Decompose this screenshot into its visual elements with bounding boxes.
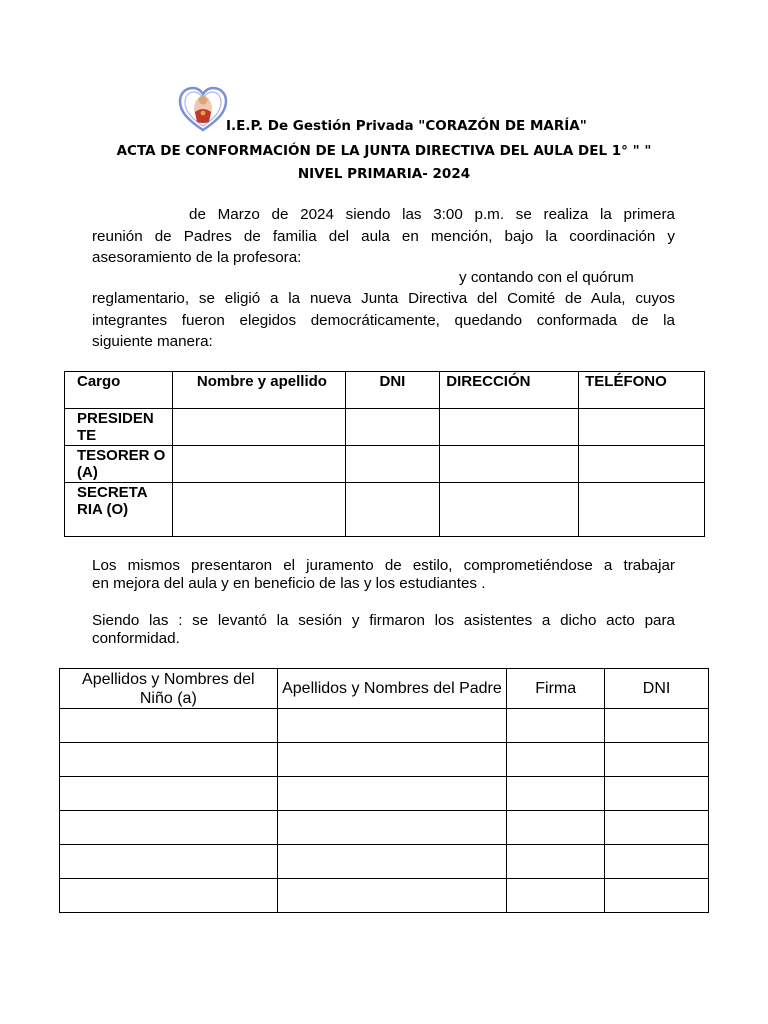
- closing-line: Siendo las : se levantó la sesión y firmaron los asistentes a dicho acto para: [92, 612, 675, 629]
- cell[interactable]: [440, 409, 579, 446]
- header-cargo: Cargo: [65, 372, 173, 409]
- header-dni: DNI: [345, 372, 440, 409]
- cell[interactable]: [172, 446, 345, 483]
- signature-cell[interactable]: [277, 709, 507, 743]
- signature-cell[interactable]: [605, 811, 709, 845]
- signature-cell[interactable]: [277, 879, 507, 913]
- table-row: [60, 811, 709, 845]
- signature-cell[interactable]: [277, 845, 507, 879]
- signature-cell[interactable]: [60, 709, 278, 743]
- header-telefono: TELÉFONO: [579, 372, 705, 409]
- signature-cell[interactable]: [60, 879, 278, 913]
- table-row: [60, 743, 709, 777]
- table-row: [65, 483, 705, 537]
- signature-cell[interactable]: [507, 879, 605, 913]
- oath-line: en mejora del aula y en beneficio de las y los estudiantes .: [92, 575, 486, 592]
- signature-cell[interactable]: [605, 743, 709, 777]
- signature-cell[interactable]: [60, 743, 278, 777]
- table-header-row: [60, 669, 709, 709]
- intro-line: integrantes fueron elegidos democráticamente, quedando conformada de la: [92, 312, 675, 329]
- role-president: PRESIDEN TE: [65, 409, 173, 446]
- cell[interactable]: [579, 409, 705, 446]
- signature-cell[interactable]: [605, 709, 709, 743]
- signature-cell[interactable]: [605, 845, 709, 879]
- signature-table: [59, 668, 709, 913]
- header-parent-name: Apellidos y Nombres del Padre: [277, 669, 507, 709]
- table-row: [60, 709, 709, 743]
- cell[interactable]: [440, 446, 579, 483]
- intro-line: y contando con el quórum: [459, 269, 634, 286]
- role-treasurer: TESORER O (A): [65, 446, 173, 483]
- table-row: [65, 409, 705, 446]
- header-child-name: Apellidos y Nombres del Niño (a): [60, 669, 278, 709]
- cell[interactable]: [579, 483, 705, 537]
- table-row: [65, 446, 705, 483]
- signature-cell[interactable]: [605, 879, 709, 913]
- closing-line: conformidad.: [92, 630, 180, 647]
- role-secretary: SECRETA RIA (O): [65, 483, 173, 537]
- cell[interactable]: [172, 409, 345, 446]
- intro-line: reunión de Padres de familia del aula en mención, bajo la coordinación y: [92, 228, 675, 245]
- cell[interactable]: [345, 483, 440, 537]
- level-title: NIVEL PRIMARIA- 2024: [297, 166, 471, 182]
- signature-cell[interactable]: [507, 777, 605, 811]
- table-row: [60, 845, 709, 879]
- intro-line: de Marzo de 2024 siendo las 3:00 p.m. se realiza la primera: [189, 206, 675, 223]
- oath-line: Los mismos presentaron el juramento de estilo, comprometiéndose a trabajar: [92, 557, 675, 574]
- header-nombre: Nombre y apellido: [172, 372, 345, 409]
- signature-cell[interactable]: [507, 811, 605, 845]
- cell[interactable]: [345, 446, 440, 483]
- cell[interactable]: [579, 446, 705, 483]
- school-name: I.E.P. De Gestión Privada "CORAZÓN DE MARÍA": [226, 118, 587, 134]
- signature-cell[interactable]: [507, 743, 605, 777]
- board-table: [64, 371, 705, 537]
- signature-cell[interactable]: [507, 845, 605, 879]
- header-direccion: DIRECCIÓN: [440, 372, 579, 409]
- header-dni: DNI: [605, 669, 709, 709]
- signature-cell[interactable]: [277, 743, 507, 777]
- signature-cell[interactable]: [277, 811, 507, 845]
- signature-cell[interactable]: [277, 777, 507, 811]
- intro-line: asesoramiento de la profesora:: [92, 249, 302, 266]
- table-row: [60, 879, 709, 913]
- intro-line: reglamentario, se eligió a la nueva Junta Directiva del Comité de Aula, cuyos: [92, 290, 675, 307]
- table-header-row: [65, 372, 705, 409]
- intro-line: siguiente manera:: [92, 333, 213, 350]
- table-row: [60, 777, 709, 811]
- signature-rows: [60, 709, 709, 913]
- signature-cell[interactable]: [60, 845, 278, 879]
- signature-cell[interactable]: [60, 777, 278, 811]
- signature-cell[interactable]: [60, 811, 278, 845]
- document-title: ACTA DE CONFORMACIÓN DE LA JUNTA DIRECTIVA DEL AULA DEL 1° " ": [116, 143, 652, 159]
- header-signature: Firma: [507, 669, 605, 709]
- sacred-heart-logo-icon: [178, 86, 228, 134]
- cell[interactable]: [440, 483, 579, 537]
- cell[interactable]: [172, 483, 345, 537]
- signature-cell[interactable]: [605, 777, 709, 811]
- cell[interactable]: [345, 409, 440, 446]
- signature-cell[interactable]: [507, 709, 605, 743]
